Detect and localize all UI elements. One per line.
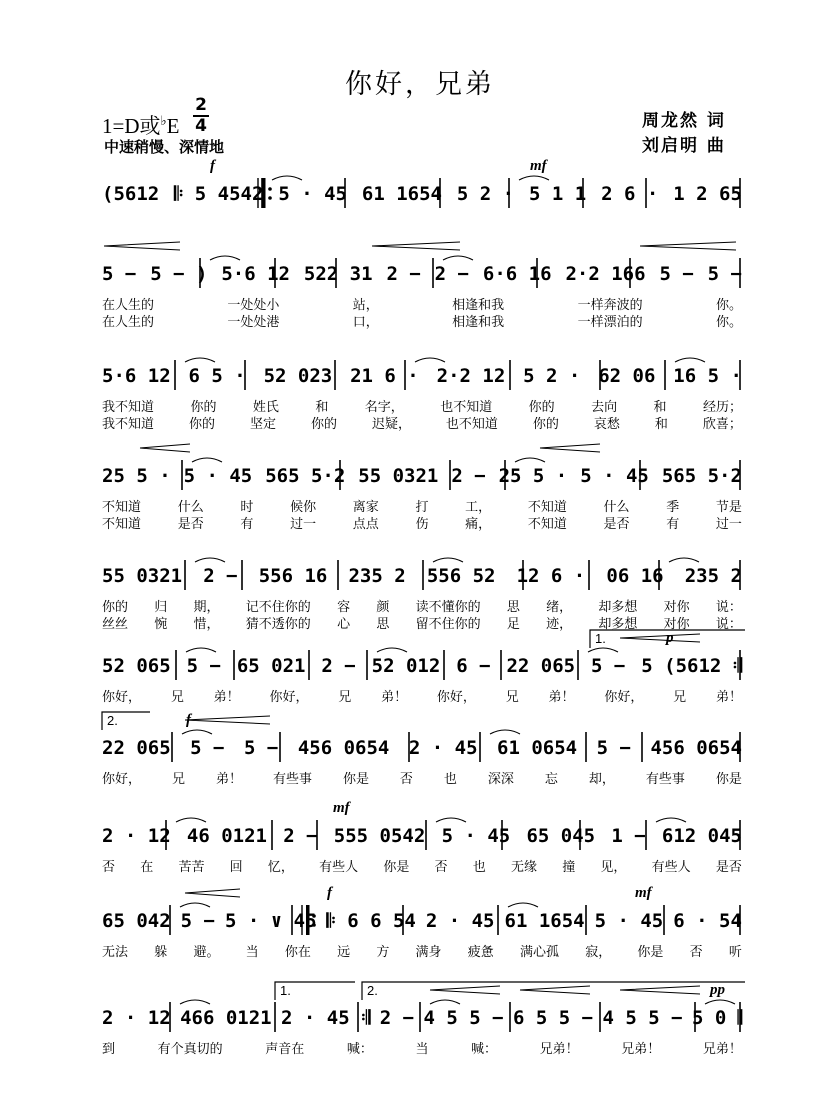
- note-group: 2 −: [386, 263, 421, 285]
- note-group: 565 5·2: [661, 465, 742, 487]
- lyric-word: 深深: [487, 771, 514, 787]
- lyric-word: 什么: [177, 499, 204, 515]
- lyric-word: 去向: [591, 399, 618, 415]
- lyric-word: 打: [415, 499, 429, 515]
- note-group: 2 −: [203, 565, 238, 587]
- lyric-word: 也: [472, 859, 486, 875]
- note-group: 25 5 ·: [498, 465, 568, 487]
- lyric-word: 站，: [352, 297, 379, 313]
- lyric-word: 候你: [290, 499, 317, 515]
- dynamic-mark: mf: [530, 158, 547, 174]
- note-group: 5 −: [180, 910, 215, 932]
- note-group: 5 · 45: [278, 183, 347, 205]
- note-row: [102, 907, 742, 935]
- note-group: 5 2 ·: [456, 183, 515, 205]
- lyric-word: 有: [666, 516, 680, 532]
- lyric-word: 避。: [193, 944, 220, 960]
- lyric-word: 弟！: [715, 689, 742, 705]
- lyric-word: 是否: [715, 859, 742, 875]
- note-group: 555 0542: [333, 825, 426, 847]
- lyric-line-1: [102, 294, 742, 312]
- note-group: 4 5 5 −: [423, 1007, 504, 1029]
- time-signature: [192, 96, 210, 136]
- lyric-word: 思: [376, 616, 390, 632]
- lyric-word: 在人生的: [102, 297, 155, 313]
- lyric-word: 工，: [465, 499, 492, 515]
- lyric-word: 惋: [154, 616, 168, 632]
- hairpin-mark: [140, 444, 190, 452]
- composer-credit: 刘启明 曲: [642, 136, 726, 156]
- note-group: 5 −: [102, 263, 137, 285]
- lyric-word: 弟！: [548, 689, 575, 705]
- staff-system-10: [0, 982, 840, 1064]
- lyric-line-1: [102, 941, 742, 959]
- lyric-word: 过一: [715, 516, 742, 532]
- lyric-line-1: [102, 496, 742, 514]
- note-group: 5 −: [707, 263, 742, 285]
- note-group: 5 −: [244, 737, 279, 759]
- note-group: 65 042: [102, 910, 171, 932]
- lyric-word: 期，: [193, 599, 220, 615]
- lyric-word: 伤: [415, 516, 429, 532]
- lyric-word: 满身: [415, 944, 442, 960]
- lyric-word: 丝丝: [102, 616, 129, 632]
- lyric-word: 躲: [154, 944, 168, 960]
- note-group: 5 · 45: [183, 465, 253, 487]
- hairpin-mark: [185, 889, 240, 897]
- note-group: 2 · 45 𝄇: [281, 1007, 371, 1029]
- lyric-word: 苦苦: [178, 859, 205, 875]
- note-row: [102, 734, 742, 762]
- note-row: [102, 562, 742, 590]
- hairpin-mark: [104, 242, 180, 250]
- note-group: 5 −: [190, 737, 225, 759]
- note-group: 456 0654: [650, 737, 742, 759]
- lyric-word: 名字，: [364, 399, 404, 415]
- note-row: [102, 362, 742, 390]
- note-row: [102, 1004, 742, 1032]
- lyric-word: 你的: [532, 416, 559, 432]
- lyric-word: 见，: [600, 859, 627, 875]
- staff-system-8: [0, 800, 840, 882]
- note-group: 456 0654: [297, 737, 390, 759]
- note-group: 2 −: [434, 263, 469, 285]
- note-group: 12 6 ·: [516, 565, 586, 587]
- song-title: 你好，兄弟: [345, 69, 495, 100]
- note-group: 5 −: [186, 655, 221, 677]
- lyric-word: 相逢和我: [452, 297, 505, 313]
- lyric-line-2: [102, 513, 742, 531]
- note-group: 62 06: [598, 365, 656, 387]
- lyric-line-1: [102, 1038, 742, 1056]
- note-group: 5 −: [591, 655, 626, 677]
- hairpin-mark: [185, 716, 270, 724]
- time-sig-bottom: 4: [195, 116, 207, 136]
- note-group: 6 5 ·: [188, 365, 246, 387]
- lyric-word: 无法: [102, 944, 129, 960]
- lyric-word: 一处处港: [227, 314, 280, 330]
- note-group: 5 · 45: [580, 465, 649, 487]
- lyric-line-2: [102, 613, 742, 631]
- lyric-word: 你是: [715, 771, 742, 787]
- note-group: 61 1654: [361, 183, 442, 205]
- note-group: 2·2 166: [565, 263, 646, 285]
- lyric-word: 你好，: [604, 689, 644, 705]
- lyric-word: 有些事: [272, 771, 312, 787]
- lyric-word: 欣喜；: [702, 416, 742, 432]
- note-group: 2 −: [321, 655, 356, 677]
- lyric-word: 否: [399, 771, 413, 787]
- lyric-word: 一处处小: [227, 297, 280, 313]
- note-group: 16 5 ·: [673, 365, 742, 387]
- staff-system-6: [0, 630, 840, 712]
- note-group: 46 0121: [186, 825, 267, 847]
- flat-sign: ♭: [160, 113, 167, 128]
- lyric-word: 喊：: [471, 1041, 498, 1057]
- note-group: 5 (5612 𝄇: [641, 655, 742, 677]
- lyric-word: 时: [240, 499, 254, 515]
- hairpin-mark: [520, 986, 590, 994]
- note-group: 52 012: [371, 655, 441, 677]
- staff-system-2: [0, 238, 840, 330]
- note-group: 21 6 ·: [350, 365, 419, 387]
- lyric-word: 对你: [663, 616, 690, 632]
- lyric-word: 绪，: [546, 599, 573, 615]
- note-group: 2 −: [283, 825, 318, 847]
- lyric-word: 寂，: [585, 944, 612, 960]
- lyric-word: 弟！: [215, 771, 242, 787]
- lyric-word: 无缘: [510, 859, 537, 875]
- lyric-word: 却，: [588, 771, 615, 787]
- dynamic-mark: mf: [333, 800, 350, 816]
- lyric-line-2: [102, 311, 742, 329]
- lyric-word: 对你: [663, 599, 690, 615]
- note-group: 4 5 5 −: [602, 1007, 683, 1029]
- note-group: 2 6 ·: [601, 183, 659, 205]
- staff-system-5: [0, 540, 840, 632]
- note-group: 5·6 12: [221, 263, 290, 285]
- lyric-word: 留不住你的: [415, 616, 481, 632]
- lyric-word: 也不知道: [440, 399, 493, 415]
- lyric-word: 兄: [673, 689, 687, 705]
- note-group: 556 16: [258, 565, 328, 587]
- lyric-word: 兄弟！: [702, 1041, 742, 1057]
- note-group: 2 −: [451, 465, 486, 487]
- note-group: 52 065: [102, 655, 171, 677]
- lyric-word: 说：: [715, 599, 742, 615]
- lyric-word: 你的: [190, 399, 217, 415]
- lyric-word: 点点: [352, 516, 379, 532]
- lyric-word: 足: [506, 616, 520, 632]
- lyric-word: 一样奔波的: [577, 297, 643, 313]
- tempo-marking: 中速稍慢、深情地: [104, 138, 225, 156]
- hairpin-mark: [430, 986, 500, 994]
- volta-bracket: [362, 982, 745, 1000]
- volta-number: 1.: [595, 631, 606, 646]
- lyric-word: 颜: [376, 599, 390, 615]
- lyric-word: 你是: [637, 944, 664, 960]
- lyric-word: 却多想: [598, 599, 638, 615]
- volta-number: 2.: [367, 983, 378, 998]
- lyric-word: 哀愁: [593, 416, 620, 432]
- lyric-word: 是否: [603, 516, 630, 532]
- lyric-word: 也不知道: [445, 416, 498, 432]
- lyric-word: 你是: [383, 859, 410, 875]
- lyric-word: 有些事: [645, 771, 685, 787]
- lyric-word: 满心孤: [519, 944, 559, 960]
- lyric-word: 听: [728, 944, 742, 960]
- lyric-word: 不知道: [527, 499, 567, 515]
- hairpin-mark: [540, 444, 600, 452]
- lyric-word: 你。: [715, 297, 742, 313]
- note-group: 1 2 65: [673, 183, 742, 205]
- volta-number: 2.: [107, 713, 118, 728]
- lyric-word: 和: [654, 416, 668, 432]
- lyric-word: 到: [102, 1041, 116, 1057]
- note-group: 6 −: [456, 655, 491, 677]
- lyric-word: 什么: [603, 499, 630, 515]
- lyric-word: 猜不透你的: [245, 616, 311, 632]
- note-group: 5 0 𝄂: [691, 1007, 742, 1029]
- note-group: 2 · 12: [102, 1007, 171, 1029]
- lyric-word: 离家: [352, 499, 379, 515]
- dynamic-mark: f: [210, 158, 215, 174]
- lyric-word: 说：: [715, 616, 742, 632]
- lyric-word: 兄: [505, 689, 519, 705]
- staff-system-3: [0, 340, 840, 432]
- lyric-word: 也: [443, 771, 457, 787]
- dynamic-mark: mf: [635, 885, 652, 901]
- lyric-word: 在: [140, 859, 154, 875]
- lyric-word: 迟疑，: [371, 416, 411, 432]
- note-group: 22 065: [506, 655, 576, 677]
- lyric-word: 读不懂你的: [415, 599, 481, 615]
- lyric-line-1: [102, 596, 742, 614]
- note-group: 5 − ): [150, 263, 208, 285]
- lyric-word: 在人生的: [102, 314, 155, 330]
- note-group: 61 0654: [497, 737, 578, 759]
- lyric-word: 不知道: [102, 499, 142, 515]
- lyric-word: 你好，: [436, 689, 476, 705]
- note-group: 52 023: [263, 365, 333, 387]
- lyric-word: 撞: [562, 859, 576, 875]
- hairpin-mark: [372, 242, 460, 250]
- lyric-word: 否: [102, 859, 116, 875]
- note-group: 65 021: [236, 655, 306, 677]
- note-group: 2 −: [379, 1007, 415, 1029]
- lyric-word: 口，: [352, 314, 379, 330]
- lyric-word: 不知道: [527, 516, 567, 532]
- note-group: 235 2: [684, 565, 742, 587]
- note-group: 61 1654: [504, 910, 585, 932]
- dynamic-mark: pp: [710, 982, 725, 998]
- lyric-word: 否: [434, 859, 448, 875]
- lyric-line-1: [102, 856, 742, 874]
- staff-system-1: [0, 158, 840, 240]
- note-group: (5612: [102, 183, 160, 205]
- lyric-word: 否: [689, 944, 703, 960]
- lyric-word: 忆，: [267, 859, 294, 875]
- lyric-word: 经历；: [702, 399, 742, 415]
- lyricist-credit: 周龙然 词: [642, 111, 726, 131]
- lyric-word: 有些人: [651, 859, 691, 875]
- key-prefix: 1=D或: [102, 114, 161, 138]
- lyric-word: 我不知道: [102, 416, 155, 432]
- note-group: 65 045: [526, 825, 596, 847]
- lyric-word: 和: [315, 399, 329, 415]
- lyric-word: 当: [415, 1041, 429, 1057]
- lyric-word: 季: [666, 499, 680, 515]
- lyric-word: 你的: [310, 416, 337, 432]
- lyric-word: 你的: [188, 416, 215, 432]
- lyric-word: 姓氏: [252, 399, 279, 415]
- lyric-word: 你在: [284, 944, 311, 960]
- lyric-word: 你的: [102, 599, 129, 615]
- note-group: 6·6 16: [482, 263, 552, 285]
- lyric-word: 喊：: [346, 1041, 373, 1057]
- lyric-word: 你好，: [269, 689, 309, 705]
- lyric-word: 兄弟！: [621, 1041, 661, 1057]
- note-group: 5 · 45: [441, 825, 511, 847]
- hairpin-mark: [640, 242, 736, 250]
- dynamic-mark: f: [186, 712, 191, 728]
- note-row: [102, 260, 742, 288]
- lyric-word: 思: [506, 599, 520, 615]
- lyric-word: 有些人: [319, 859, 359, 875]
- note-group: 612 045: [661, 825, 742, 847]
- lyric-word: 坚定: [249, 416, 276, 432]
- lyric-word: 弟！: [213, 689, 240, 705]
- lyric-word: 却多想: [598, 616, 638, 632]
- lyric-word: 兄: [338, 689, 352, 705]
- lyric-word: 弟！: [381, 689, 408, 705]
- hairpin-mark: [620, 634, 700, 642]
- lyric-word: 远: [337, 944, 351, 960]
- lyric-word: 回: [229, 859, 243, 875]
- note-group: 6 · 54: [673, 910, 742, 932]
- note-group: 22 065: [102, 737, 171, 759]
- hairpin-mark: [620, 986, 700, 994]
- note-row: [102, 822, 742, 850]
- lyric-word: 有个真切的: [157, 1041, 223, 1057]
- lyric-line-1: [102, 768, 742, 786]
- note-group: 2 · 12: [102, 825, 171, 847]
- lyric-word: 有: [240, 516, 254, 532]
- lyric-word: 当: [245, 944, 259, 960]
- note-group: 6 5 5 −: [512, 1007, 594, 1029]
- lyric-word: 声音在: [265, 1041, 305, 1057]
- volta-number: 1.: [280, 983, 291, 998]
- lyric-word: 你好，: [102, 689, 142, 705]
- staff-system-9: [0, 885, 840, 967]
- note-group: 1 −: [611, 825, 646, 847]
- lyric-line-1: [102, 686, 742, 704]
- note-row: [102, 462, 742, 490]
- note-group: 5 2 ·: [523, 365, 581, 387]
- lyric-word: 兄: [171, 771, 185, 787]
- key-note: E: [166, 114, 180, 138]
- lyric-word: 容: [337, 599, 351, 615]
- note-group: 2 · 45: [425, 910, 495, 932]
- note-group: 2·2 12: [436, 365, 506, 387]
- note-group: 5 · ∨ 45: [225, 910, 317, 932]
- lyric-word: 心: [337, 616, 351, 632]
- note-group: 2 · 45: [408, 737, 478, 759]
- note-group: 5 1 1: [529, 183, 587, 205]
- lyric-word: 迹，: [546, 616, 573, 632]
- lyric-word: 你好，: [102, 771, 142, 787]
- lyric-word: 你是: [342, 771, 369, 787]
- lyric-line-2: [102, 413, 742, 431]
- lyric-word: 兄弟！: [539, 1041, 579, 1057]
- dynamic-mark: f: [327, 885, 332, 901]
- dynamic-mark: p: [666, 630, 674, 646]
- note-row: [102, 652, 742, 680]
- lyric-word: 归: [154, 599, 168, 615]
- time-sig-top: 2: [195, 95, 207, 115]
- lyric-line-1: [102, 396, 742, 414]
- lyric-word: 我不知道: [102, 399, 155, 415]
- lyric-word: 你。: [715, 314, 742, 330]
- note-group: 5 · 45: [594, 910, 664, 932]
- lyric-word: 一样漂泊的: [577, 314, 643, 330]
- note-group: 466 0121: [180, 1007, 272, 1029]
- note-group: 556 52: [426, 565, 496, 587]
- lyric-word: 你的: [528, 399, 555, 415]
- lyric-word: 记不住你的: [245, 599, 311, 615]
- lyric-word: 惜，: [193, 616, 220, 632]
- lyric-word: 和: [653, 399, 667, 415]
- note-group: 55 0321: [102, 565, 183, 587]
- note-group: 235 2: [348, 565, 406, 587]
- note-group: 565 5·2: [265, 465, 346, 487]
- lyric-word: 忘: [544, 771, 558, 787]
- note-group: 522 31: [303, 263, 373, 285]
- note-group: 25 5 ·: [102, 465, 171, 487]
- lyric-word: 疲惫: [467, 944, 494, 960]
- staff-system-4: [0, 440, 840, 532]
- lyric-word: 过一: [290, 516, 317, 532]
- lyric-word: 不知道: [102, 516, 142, 532]
- lyric-word: 方: [376, 944, 390, 960]
- note-row: [102, 180, 742, 208]
- note-group: 55 0321: [358, 465, 439, 487]
- lyric-word: 节是: [715, 499, 742, 515]
- lyric-word: 兄: [170, 689, 184, 705]
- note-group: 5 −: [659, 263, 694, 285]
- note-group: 𝄆 5 4542: [174, 183, 264, 205]
- lyric-word: 痛，: [465, 516, 492, 532]
- lyric-word: 是否: [177, 516, 204, 532]
- note-group: 5·6 12: [102, 365, 171, 387]
- staff-system-7: [0, 712, 840, 794]
- note-group: 5 −: [596, 737, 631, 759]
- lyric-word: 相逢和我: [452, 314, 505, 330]
- note-group: 𝄆 6 6 54: [326, 910, 416, 932]
- note-group: 06 16: [606, 565, 664, 587]
